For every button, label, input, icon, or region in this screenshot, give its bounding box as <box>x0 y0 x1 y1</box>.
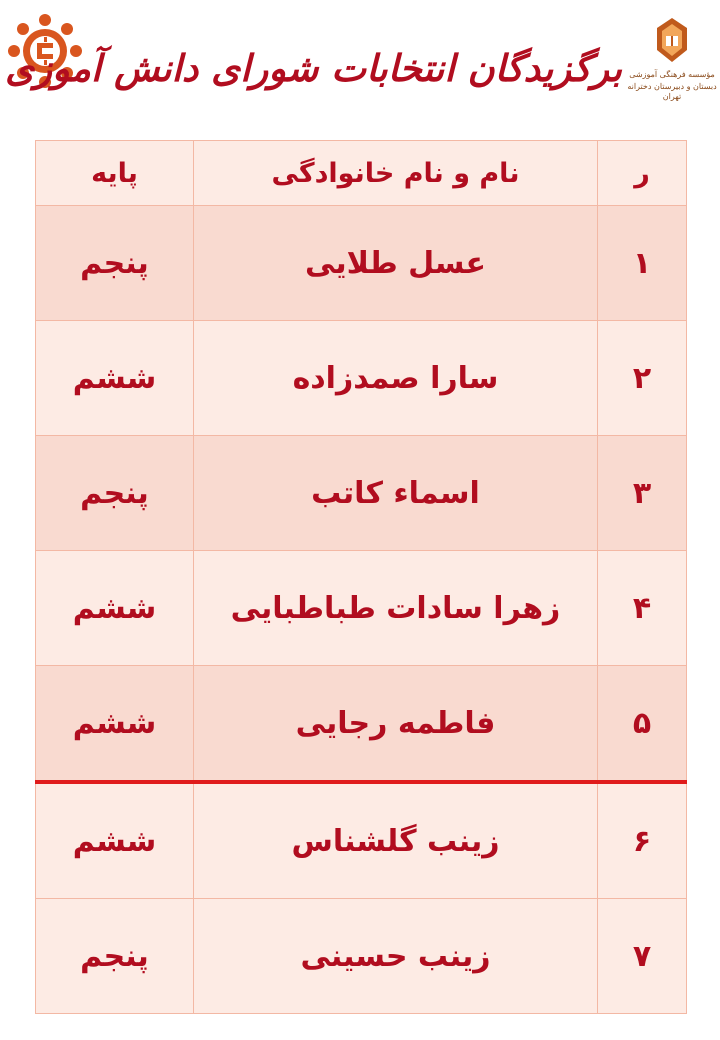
column-header-grade: پایه <box>36 141 194 206</box>
student-name: اسماء کاتب <box>194 436 598 551</box>
school-logo <box>626 10 720 100</box>
row-index: ۱ <box>598 206 687 321</box>
table-row <box>36 436 687 551</box>
student-name: سارا صمدزاده <box>194 321 598 436</box>
row-index: ۲ <box>598 321 687 436</box>
row-index: ۷ <box>598 899 687 1014</box>
row-index: ۶ <box>598 782 687 899</box>
row-index: ۴ <box>598 551 687 666</box>
student-name: زینب گلشناس <box>194 782 598 899</box>
column-header-index: ر <box>598 141 687 206</box>
column-header-name: نام و نام خانوادگی <box>194 141 598 206</box>
student-grade: ششم <box>36 666 194 783</box>
table-row <box>36 321 687 436</box>
student-grade: پنجم <box>36 436 194 551</box>
page-header <box>0 0 720 120</box>
table-row <box>36 899 687 1014</box>
student-name: زهرا سادات طباطبایی <box>194 551 598 666</box>
student-grade: ششم <box>36 551 194 666</box>
org-name-line2: دبستان و دبیرستان دخترانه تهران <box>627 82 717 101</box>
results-table <box>35 140 687 1014</box>
student-grade: پنجم <box>36 206 194 321</box>
table-header-row <box>36 141 687 206</box>
table-row <box>36 551 687 666</box>
student-grade: پنجم <box>36 899 194 1014</box>
student-grade: ششم <box>36 321 194 436</box>
page-title: برگزیدگان انتخابات شورای دانش آموزی <box>5 46 622 90</box>
student-grade: ششم <box>36 782 194 899</box>
student-name: عسل طلایی <box>194 206 598 321</box>
student-name: زینب حسینی <box>194 899 598 1014</box>
table-row <box>36 206 687 321</box>
table-row <box>36 782 687 899</box>
org-name-line1: مؤسسه فرهنگی آموزشی <box>629 70 715 79</box>
student-name: فاطمه رجایی <box>194 666 598 783</box>
row-index: ۳ <box>598 436 687 551</box>
table-row <box>36 666 687 783</box>
row-index: ۵ <box>598 666 687 783</box>
